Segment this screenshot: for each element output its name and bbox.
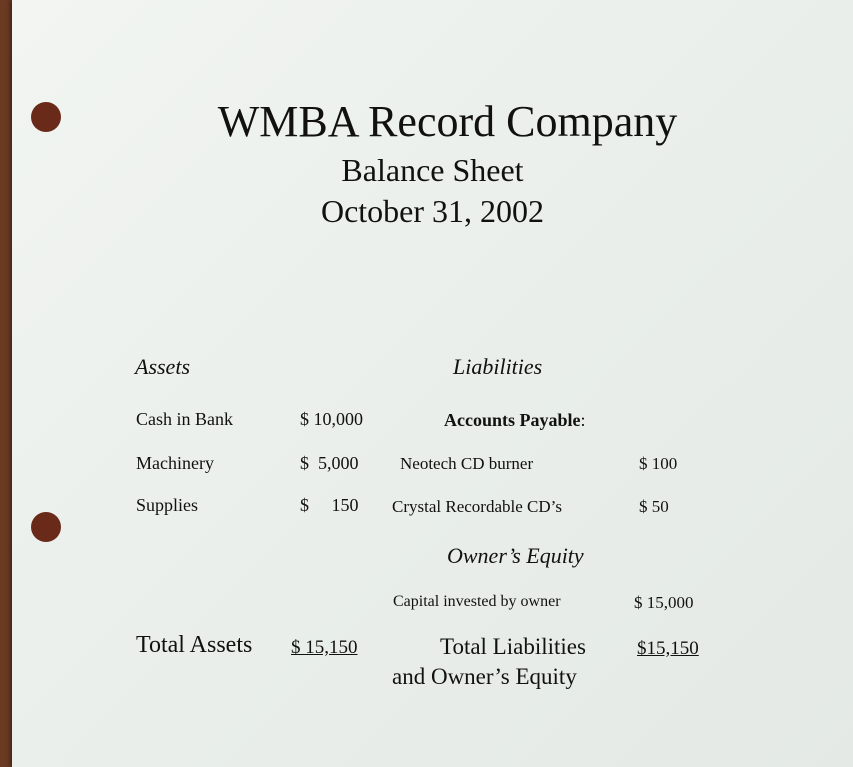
asset-amount: $ 10,000 — [300, 409, 363, 429]
asset-label: Machinery — [136, 453, 214, 473]
document-type: Balance Sheet — [341, 152, 524, 188]
assets-heading: Assets — [135, 354, 190, 379]
total-assets-label: Total Assets — [136, 632, 253, 658]
total-assets-amount: $ 15,150 — [291, 637, 358, 658]
total-liabilities-label-line1: Total Liabilities — [440, 634, 586, 659]
punch-hole-bottom — [31, 512, 61, 542]
asset-label: Cash in Bank — [136, 409, 233, 429]
liability-label: Crystal Recordable CD’s — [392, 497, 562, 516]
accounts-payable-label: Accounts Payable — [444, 410, 581, 430]
asset-label: Supplies — [136, 495, 199, 515]
accounts-payable-heading — [444, 410, 586, 431]
liability-amount: $ 100 — [639, 454, 678, 473]
owners-equity-heading: Owner’s Equity — [447, 543, 584, 568]
statement-date: October 31, 2002 — [320, 193, 545, 229]
accounts-payable-colon: : — [580, 410, 586, 430]
company-title: WMBA Record Company — [217, 97, 678, 146]
paper-sheet — [12, 0, 853, 767]
asset-amount: $ 150 — [300, 495, 359, 515]
liabilities-heading: Liabilities — [453, 354, 543, 379]
total-liabilities-amount: $15,150 — [637, 638, 699, 659]
equity-amount: $ 15,000 — [634, 593, 694, 612]
liability-amount: $ 50 — [639, 497, 669, 516]
total-liabilities-label-line2: and Owner’s Equity — [392, 664, 577, 689]
liability-label: Neotech CD burner — [400, 454, 534, 473]
asset-amount: $ 5,000 — [300, 453, 359, 473]
equity-label: Capital invested by owner — [393, 593, 561, 610]
